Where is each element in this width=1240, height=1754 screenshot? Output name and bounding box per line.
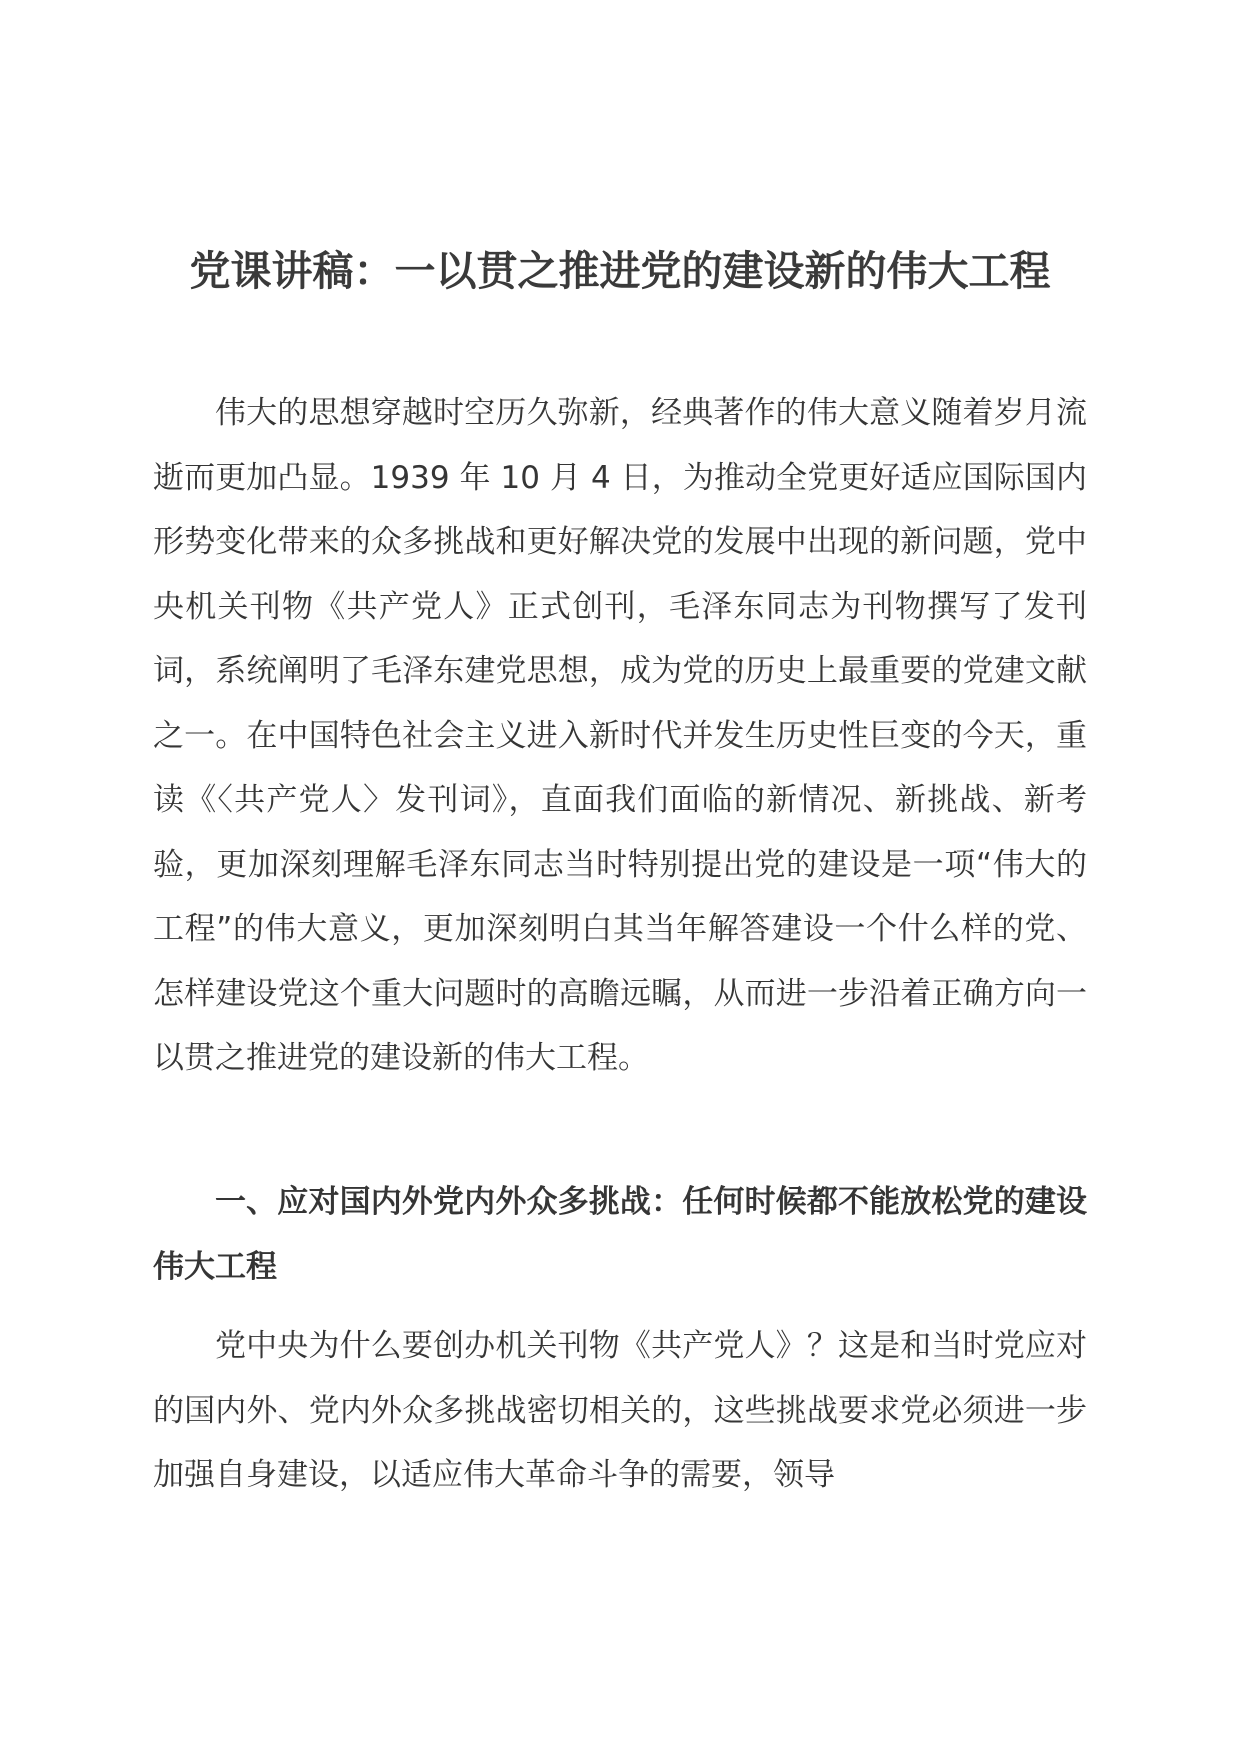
section-heading: 一、应对国内外党内外众多挑战：任何时候都不能放松党的建设伟大工程 — [153, 1184, 1087, 1285]
intro-paragraph: 伟大的思想穿越时空历久弥新，经典著作的伟大意义随着岁月流逝而更加凸显。1939 年 10 月 4 日，为推动全党更好适应国际国内形势变化带来的众多挑战和更好解决党的发展中出现的新问题，党中央机关刊物《共产党人》正式创刊，毛泽东同志为刊物撰写了发刊词，系统阐明了毛泽东建党思想，成为党的历史上最重要的党建文献之一。在中国特色社会主义进入新时代并发生历史性巨变的今天，重读《〈共产党人〉发刊词》，直面我们面临的新情况、新挑战、新考验，更加深刻理解毛泽东同志当时特别提出党的建设是一项“伟大的工程”的伟大意义，更加深刻明白其当年解答建设一个什么样的党、怎样建设党这个重大问题时的高瞻远瞩，从而进一步沿着正确方向一以贯之推进党的建设新的伟大工程。 — [153, 395, 1087, 1076]
document-title: 党课讲稿：一以贯之推进党的建设新的伟大工程 — [189, 247, 1051, 295]
body-paragraph: 党中央为什么要创办机关刊物《共产党人》？这是和当时党应对的国内外、党内外众多挑战密切相关的，这些挑战要求党必须进一步加强自身建设，以适应伟大革命斗争的需要，领导 — [153, 1328, 1087, 1493]
